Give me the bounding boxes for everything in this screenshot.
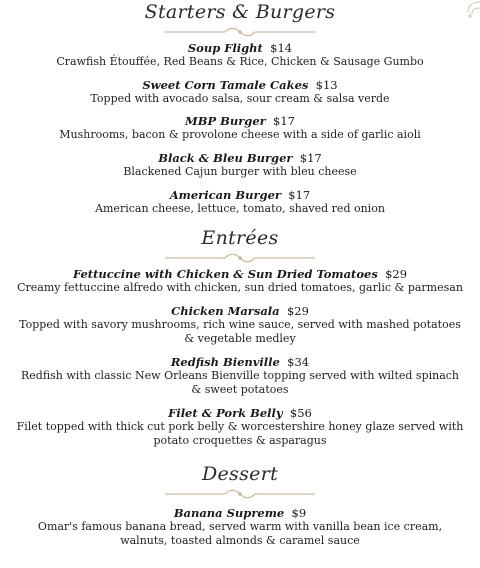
- item-description: Blackened Cajun burger with bleu cheese: [123, 165, 357, 178]
- item-name: Redfish Bienville: [170, 355, 280, 369]
- item-description: Omar's famous banana bread, served warm with vanilla bean ice cream,: [37, 520, 443, 533]
- menu-item: [10, 304, 470, 345]
- item-description: Filet topped with thick cut pork belly & worcestershire honey glaze served with: [16, 420, 464, 433]
- item-price: $17: [288, 188, 311, 202]
- flourish-divider-icon: [165, 27, 315, 37]
- item-name: Sweet Corn Tamale Cakes: [142, 78, 309, 92]
- item-price: $17: [299, 151, 322, 165]
- item-name: Filet & Pork Belly: [168, 406, 283, 420]
- menu-item: [10, 151, 470, 179]
- item-description: Topped with avocado salsa, sour cream & salsa verde: [90, 92, 390, 105]
- item-price: $13: [315, 78, 338, 92]
- item-description: American cheese, lettuce, tomato, shaved red onion: [95, 202, 385, 215]
- section-title-dessert: Dessert: [201, 463, 279, 485]
- item-description-line2: walnuts, toasted almonds & caramel sauce: [120, 533, 360, 547]
- item-price: $34: [287, 355, 310, 369]
- item-name: American Burger: [169, 188, 281, 202]
- flourish-divider-icon: [165, 253, 315, 263]
- item-description: Redfish with classic New Orleans Bienville topping served with wilted spinach: [20, 369, 460, 382]
- menu-item: [10, 406, 470, 447]
- menu-item: [10, 78, 470, 106]
- flourish-divider-icon: [165, 489, 315, 499]
- item-description: Crawfish Étouffée, Red Beans & Rice, Chicken & Sausage Gumbo: [56, 55, 424, 68]
- menu-item: [10, 355, 470, 396]
- item-price: $9: [291, 506, 307, 520]
- menu-item: [10, 188, 470, 216]
- item-description-line2: & sweet potatoes: [191, 382, 289, 396]
- item-description: Topped with savory mushrooms, rich wine sauce, served with mashed potatoes: [19, 318, 461, 331]
- item-name: Banana Supreme: [173, 506, 285, 520]
- item-price: $29: [286, 304, 309, 318]
- section-title-starters: Starters & Burgers: [144, 1, 336, 23]
- item-price: $17: [273, 114, 295, 128]
- item-price: $56: [289, 406, 312, 420]
- item-name: MBP Burger: [185, 114, 266, 128]
- menu-item: [10, 267, 470, 295]
- item-name: Chicken Marsala: [171, 304, 280, 318]
- menu-item: [10, 41, 470, 69]
- item-description: Mushrooms, bacon & provolone cheese with a side of garlic aioli: [59, 128, 421, 141]
- item-price: $14: [270, 41, 293, 55]
- item-price: $29: [385, 267, 408, 281]
- item-name: Soup Flight: [187, 41, 263, 55]
- item-description-line2: & vegetable medley: [184, 331, 296, 345]
- item-description: Creamy fettuccine alfredo with chicken, sun dried tomatoes, garlic & parmesan: [17, 281, 463, 294]
- item-description-line2: potato croquettes & asparagus: [153, 433, 327, 447]
- menu-item: [10, 114, 470, 142]
- item-name: Fettuccine with Chicken & Sun Dried Tomatoes: [72, 267, 378, 281]
- section-title-entrees: Entrées: [201, 227, 279, 249]
- menu-item: [10, 506, 470, 547]
- item-name: Black & Bleu Burger: [158, 151, 293, 165]
